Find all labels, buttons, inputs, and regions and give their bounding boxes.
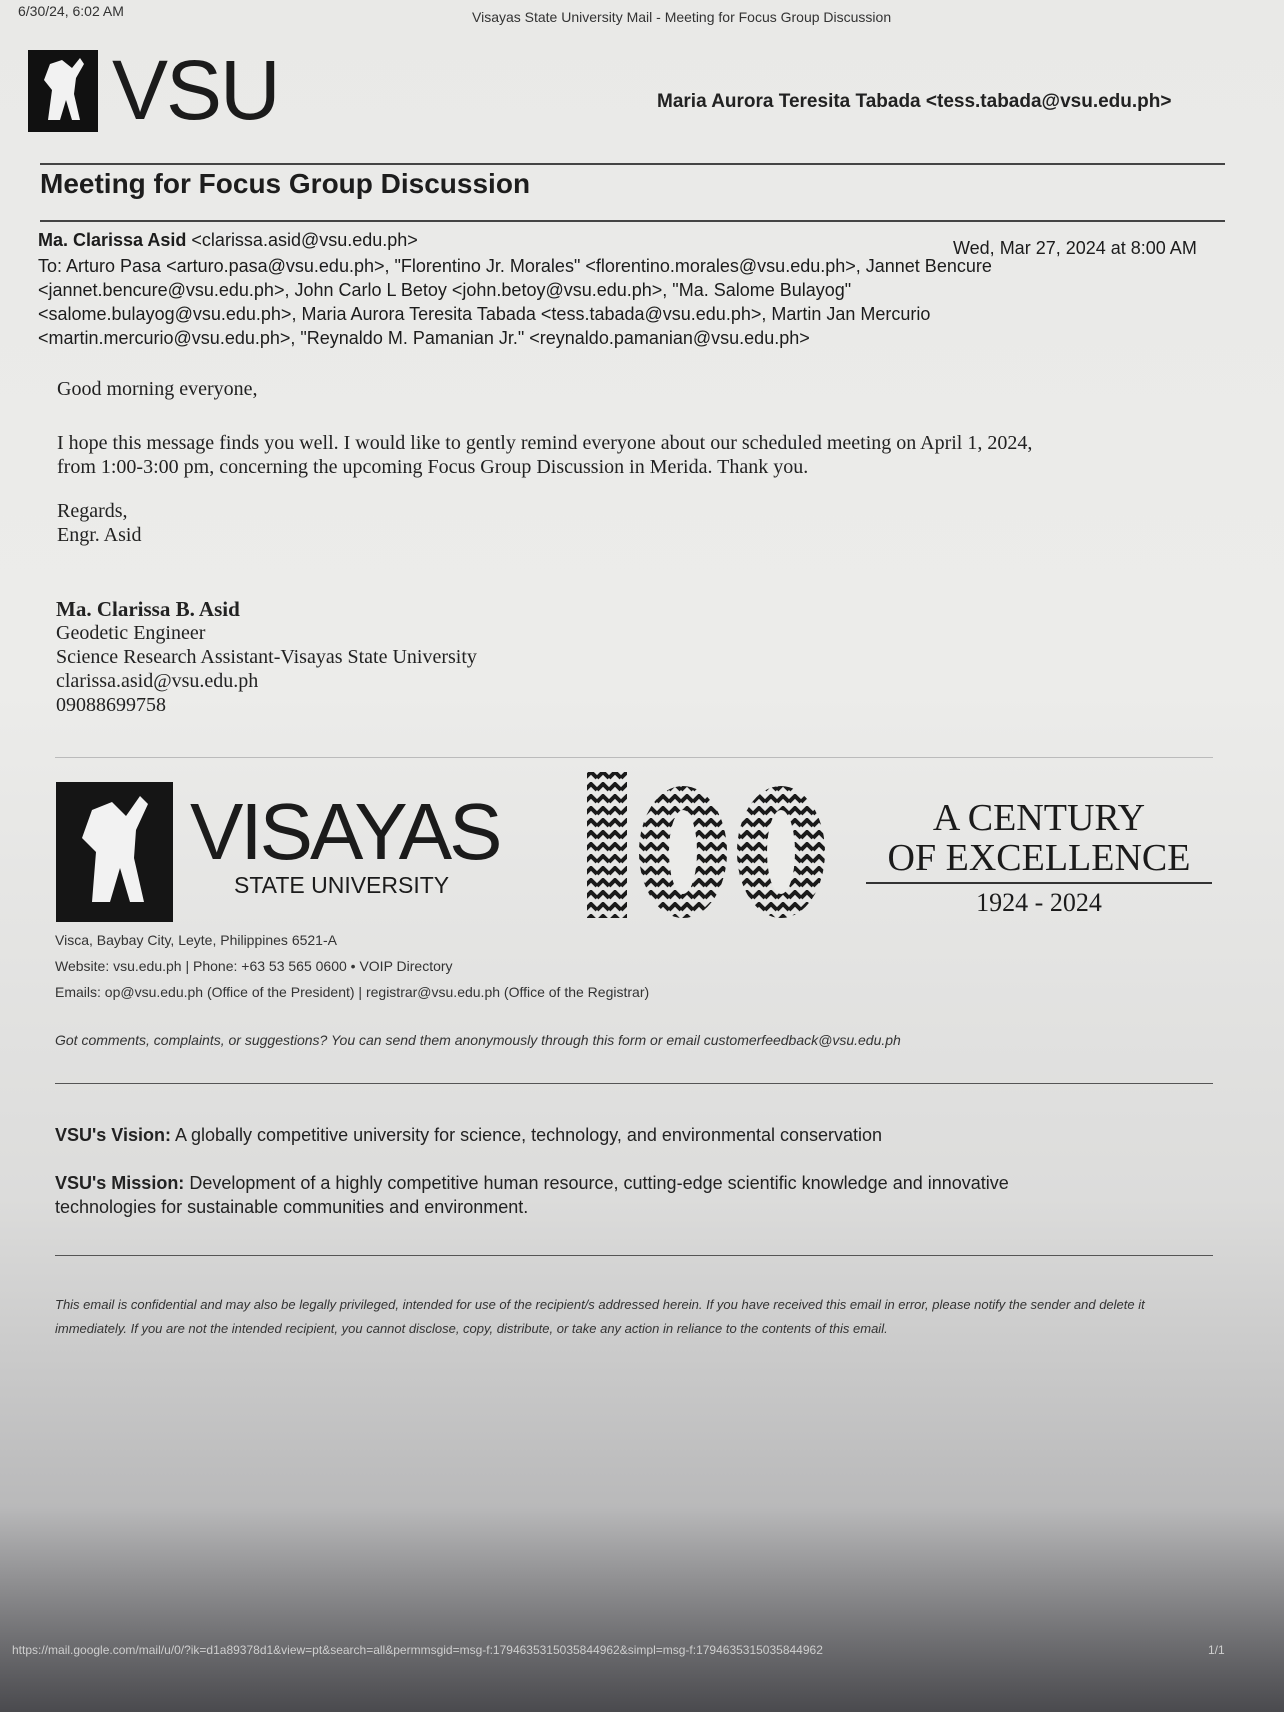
email-date: Wed, Mar 27, 2024 at 8:00 AM	[953, 238, 1197, 258]
divider	[40, 220, 1225, 222]
mission	[55, 1171, 1009, 1219]
print-url: https://mail.google.com/mail/u/0/?ik=d1a89378d1&view=pt&search=all&permmsgid=msg-f:1794635315035844962&simpl=msg-f:1794635315035844962	[12, 1643, 823, 1657]
divider	[55, 757, 1213, 758]
signature	[56, 597, 477, 717]
sender	[38, 228, 418, 252]
centennial-100-logo	[585, 770, 830, 920]
mission-text: Development of a highly competitive human resource, cutting-edge scientific knowledge and innovative	[184, 1173, 1009, 1193]
century-block	[866, 798, 1212, 922]
closing-name: Engr. Asid	[57, 524, 142, 546]
signature-phone: 09088699758	[56, 694, 166, 716]
divider	[40, 163, 1225, 165]
signature-position: Science Research Assistant-Visayas State University	[56, 646, 477, 668]
sender-name: Ma. Clarissa Asid	[38, 230, 187, 250]
century-line1: A CENTURY	[932, 797, 1146, 839]
vision	[55, 1123, 882, 1147]
recipients	[38, 254, 992, 350]
divider	[55, 1255, 1213, 1256]
contact-emails[interactable]: Emails: op@vsu.edu.ph (Office of the President) | registrar@vsu.edu.ph (Office of the Registrar)	[55, 984, 650, 1000]
mission-text-2: technologies for sustainable communities and environment.	[55, 1197, 529, 1217]
body-line: from 1:00-3:00 pm, concerning the upcoming Focus Group Discussion in Merida. Thank you.	[57, 456, 809, 478]
univ-sub: STATE UNIVERSITY	[234, 872, 450, 898]
feedback-note[interactable]: Got comments, complaints, or suggestions? You can send them anonymously through this form or email customerfeedback@vsu.edu.ph	[55, 1032, 901, 1048]
confidentiality-disclaimer: This email is confidential and may also be legally privileged, intended for use of the recipient/s addressed herein. If you have received this email in error, please notify the sender and delete it immediately. If you are not the intended recipient, you cannot disclose, copy, distribute, or take any action in reliance to the contents of this email.	[55, 1297, 1145, 1336]
print-page-number: 1/1	[1208, 1643, 1225, 1657]
vsu-logo-emblem	[28, 50, 98, 132]
century-line2: OF EXCELLENCE	[866, 838, 1212, 884]
recipients-line: <jannet.bencure@vsu.edu.ph>, John Carlo L Betoy <john.betoy@vsu.edu.ph>, "Ma. Salome Bulayog"	[38, 280, 852, 300]
print-page-title: Visayas State University Mail - Meeting for Focus Group Discussion	[472, 9, 892, 25]
univ-name: VISAYAS	[190, 787, 500, 876]
divider	[55, 1083, 1213, 1084]
address: Visca, Baybay City, Leyte, Philippines 6521-A	[55, 932, 337, 948]
email-body	[57, 431, 1032, 479]
email-subject: Meeting for Focus Group Discussion	[40, 168, 531, 199]
body-line: I hope this message finds you well. I would like to gently remind everyone about our scheduled meeting on April 1, 2024,	[57, 432, 1033, 454]
vision-label: VSU's Vision:	[55, 1125, 171, 1145]
signature-email: clarissa.asid@vsu.edu.ph	[56, 670, 259, 692]
sender-email: <clarissa.asid@vsu.edu.ph>	[191, 230, 418, 250]
vision-text: A globally competitive university for science, technology, and environmental conservation	[170, 1125, 883, 1145]
recipients-line: To: Arturo Pasa <arturo.pasa@vsu.edu.ph>, "Florentino Jr. Morales" <florentino.morales@vsu.edu.ph>, Jannet Bencure	[38, 256, 992, 276]
closing	[57, 499, 141, 547]
recipients-line: <martin.mercurio@vsu.edu.ph>, "Reynaldo M. Pamanian Jr." <reynaldo.pamanian@vsu.edu.ph>	[38, 328, 810, 348]
contact-block	[55, 927, 649, 1005]
visayas-emblem	[56, 782, 173, 922]
signature-name: Ma. Clarissa B. Asid	[56, 597, 240, 621]
account-owner: Maria Aurora Teresita Tabada <tess.tabada@vsu.edu.ph>	[657, 91, 1172, 112]
print-datetime: 6/30/24, 6:02 AM	[18, 3, 124, 19]
signature-title: Geodetic Engineer	[56, 622, 206, 644]
recipients-line: <salome.bulayog@vsu.edu.ph>, Maria Aurora Teresita Tabada <tess.tabada@vsu.edu.ph>, Martin Jan Mercurio	[38, 304, 931, 324]
closing-text: Regards,	[57, 500, 128, 522]
greeting: Good morning everyone,	[57, 378, 258, 400]
website-phone[interactable]: Website: vsu.edu.ph | Phone: +63 53 565 0600 • VOIP Directory	[55, 958, 453, 974]
vsu-logo-text: VSU	[112, 43, 279, 137]
mission-label: VSU's Mission:	[55, 1173, 185, 1193]
century-years: 1924 - 2024	[976, 888, 1102, 917]
